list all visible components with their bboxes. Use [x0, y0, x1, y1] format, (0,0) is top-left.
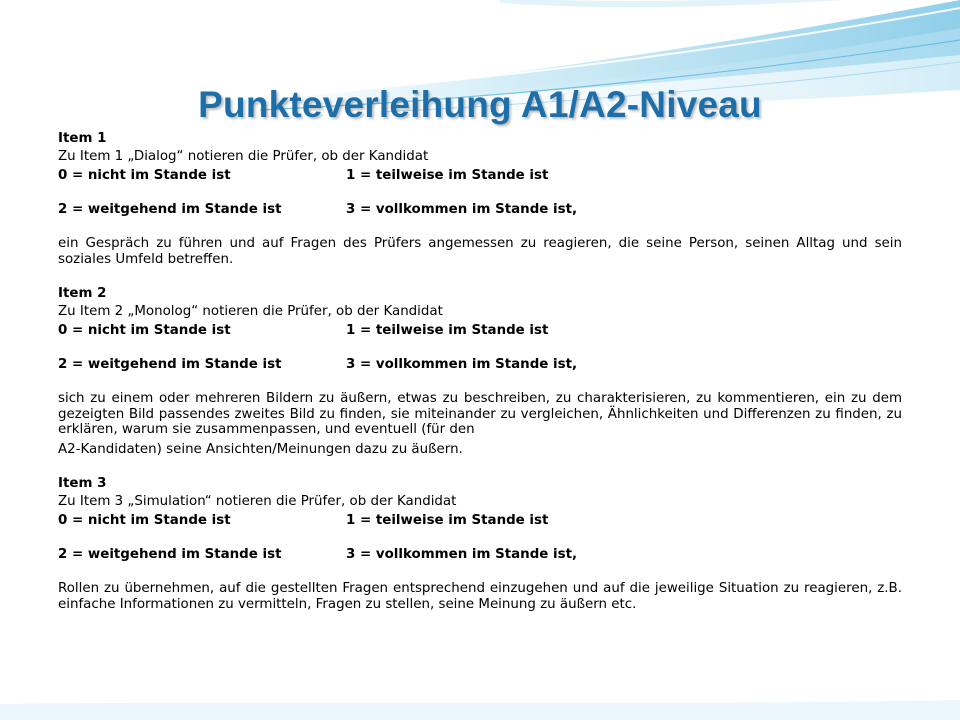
scale-1: 1 = teilweise im Stande ist — [346, 513, 549, 528]
scale-0: 0 = nicht im Stande ist — [58, 168, 231, 183]
scale-row — [58, 322, 902, 356]
scale-3: 3 = vollkommen im Stande ist, — [346, 357, 578, 372]
swoosh-line — [500, 0, 960, 4]
item-heading: Item 3 — [58, 476, 107, 491]
item-heading: Item 2 — [58, 286, 107, 301]
item-description: sich zu einem oder mehreren Bildern zu äußern, etwas zu beschreiben, zu charakterisieren, zu kommentieren, ein zu dem gezeigten Bild passendes zweites Bild zu finden, sie miteinander zu vergleichen, Ähnlichkeiten und Differenzen zu finden, zu erklären, warum sie zusammenpassen, und eventuell (für den — [58, 391, 902, 437]
page-title: Punkteverleihung A1/A2-Niveau — [198, 84, 762, 125]
scale-2: 2 = weitgehend im Stande ist — [58, 357, 282, 372]
scale-1: 1 = teilweise im Stande ist — [346, 168, 549, 183]
item-intro: Zu Item 2 „Monolog“ notieren die Prüfer, ob der Kandidat — [58, 304, 443, 319]
scale-0: 0 = nicht im Stande ist — [58, 323, 231, 338]
item-description: ein Gespräch zu führen und auf Fragen des Prüfers angemessen zu reagieren, die seine Person, seinen Alltag und sein soziales Umfeld betreffen. — [58, 236, 902, 267]
item-description: Rollen zu übernehmen, auf die gestellten Fragen entsprechend einzugehen und auf die jeweilige Situation zu reagieren, z.B. einfache Informationen zu vermitteln, Fragen zu stellen, seine Meinung zu äußern etc. — [58, 581, 902, 612]
item-section-3 — [58, 475, 902, 612]
item-intro: Zu Item 3 „Simulation“ notieren die Prüfer, ob der Kandidat — [58, 494, 457, 509]
item-heading: Item 1 — [58, 131, 107, 146]
content-body — [58, 130, 902, 630]
scale-row — [58, 546, 902, 580]
item-section-2 — [58, 285, 902, 457]
item-section-1 — [58, 130, 902, 267]
swoosh-bottom — [0, 700, 960, 720]
scale-row — [58, 356, 902, 390]
item-description-line2: A2-Kandidaten) seine Ansichten/Meinungen dazu zu äußern. — [58, 441, 463, 457]
scale-1: 1 = teilweise im Stande ist — [346, 323, 549, 338]
scale-row — [58, 201, 902, 235]
scale-2: 2 = weitgehend im Stande ist — [58, 202, 282, 217]
item-intro: Zu Item 1 „Dialog“ notieren die Prüfer, ob der Kandidat — [58, 149, 429, 164]
scale-row — [58, 167, 902, 201]
scale-2: 2 = weitgehend im Stande ist — [58, 547, 282, 562]
scale-3: 3 = vollkommen im Stande ist, — [346, 202, 578, 217]
scale-row — [58, 512, 902, 546]
scale-0: 0 = nicht im Stande ist — [58, 513, 231, 528]
scale-3: 3 = vollkommen im Stande ist, — [346, 547, 578, 562]
